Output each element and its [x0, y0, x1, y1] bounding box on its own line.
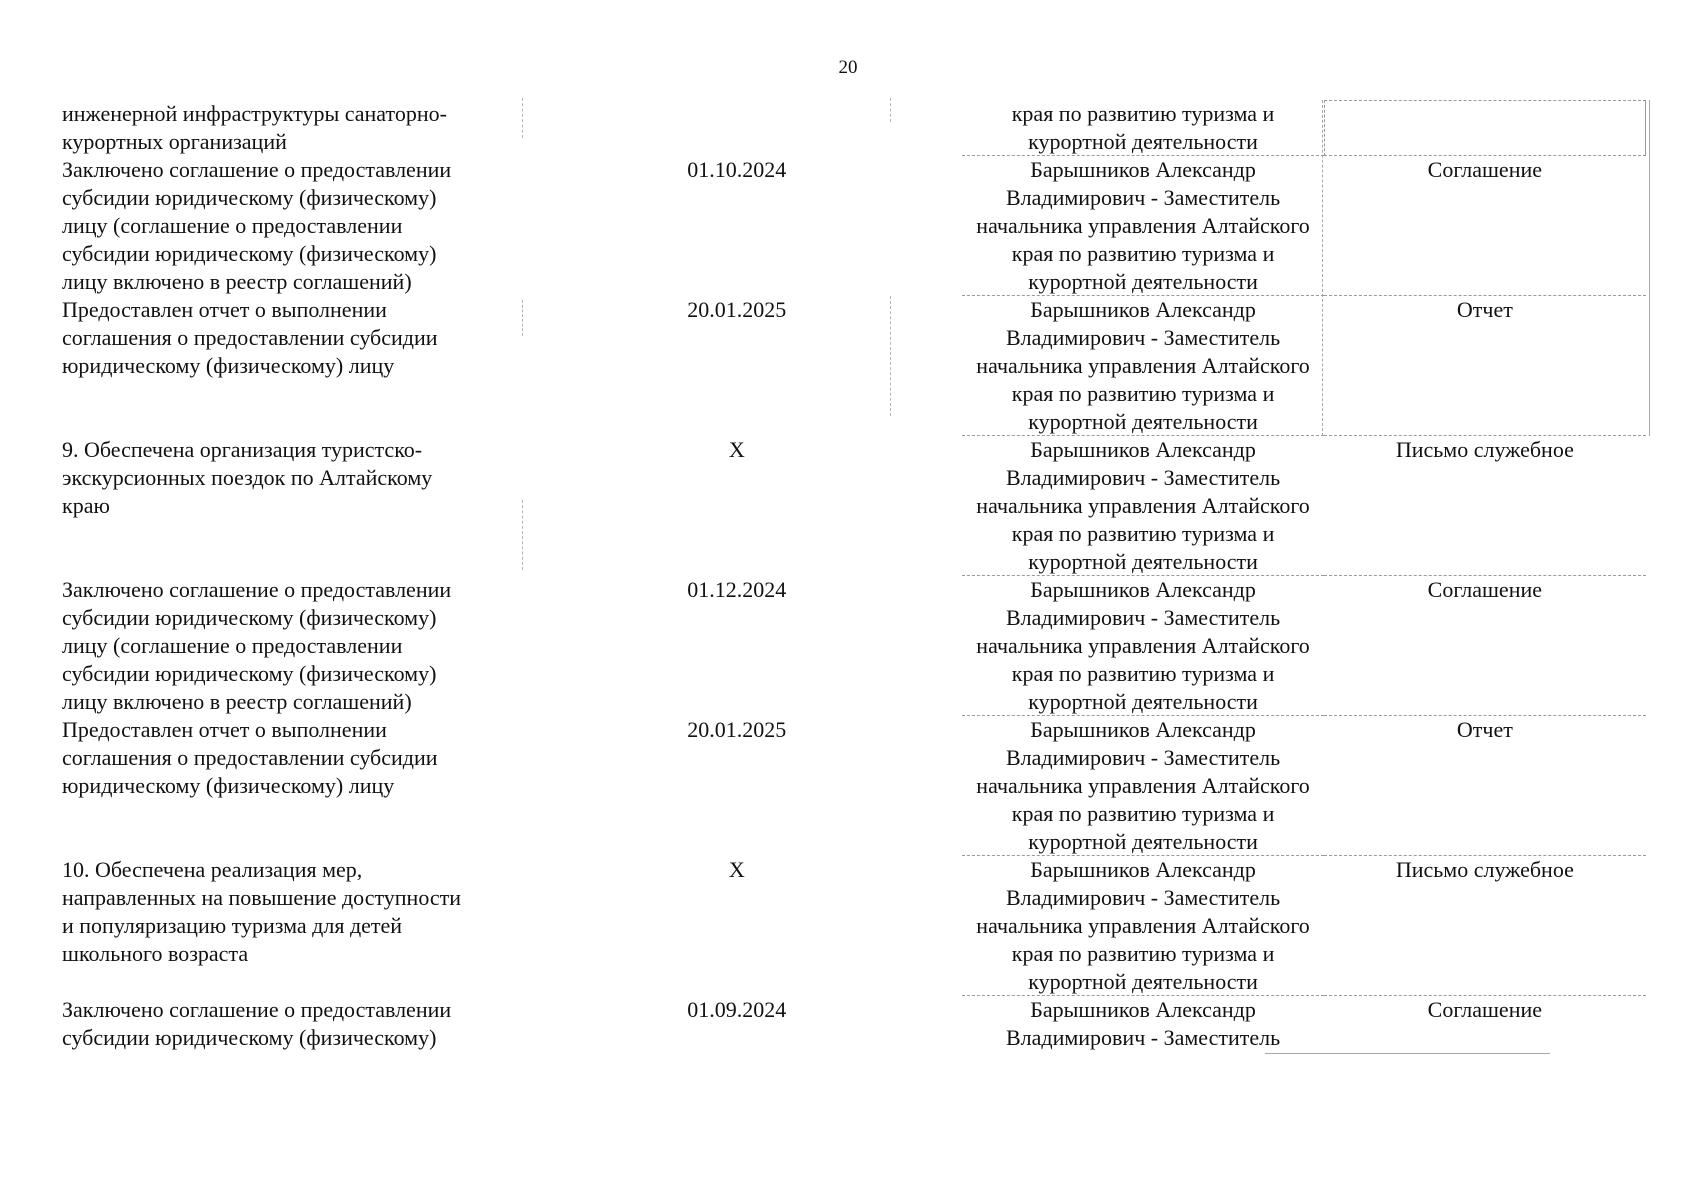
- responsible-cell: Барышников Александр Владимирович - Заместитель начальника управления Алтайского края по развитию туризма и курортной деятельности: [962, 856, 1323, 996]
- document-table: [62, 100, 1646, 1052]
- responsible-cell: Барышников Александр Владимирович - Заместитель начальника управления Алтайского края по развитию туризма и курортной деятельности: [962, 296, 1323, 436]
- date-cell: 01.10.2024: [687, 157, 787, 182]
- responsible-cell: Барышников Александр Владимирович - Заместитель начальника управления Алтайского края по развитию туризма и курортной деятельности: [962, 156, 1323, 296]
- result-cell: 9. Обеспечена организация туристско- экскурсионных поездок по Алтайскому краю: [62, 437, 433, 518]
- page-number: 20: [838, 57, 858, 78]
- table-row: [62, 156, 1646, 296]
- result-cell: Предоставлен отчет о выполнении соглашения о предоставлении субсидии юридическому (физическому) лицу: [62, 717, 438, 798]
- result-cell: Заключено соглашение о предоставлении субсидии юридическому (физическому): [62, 997, 452, 1050]
- table-row: [62, 100, 1646, 156]
- table-row: [62, 856, 1646, 996]
- responsible-cell: Барышников Александр Владимирович - Заместитель начальника управления Алтайского края по развитию туризма и курортной деятельности: [962, 716, 1323, 856]
- responsible-cell: Барышников Александр Владимирович - Заместитель начальника управления Алтайского края по развитию туризма и курортной деятельности: [962, 436, 1323, 576]
- date-cell: 01.09.2024: [687, 997, 787, 1022]
- document-type-cell: Письмо служебное: [1324, 436, 1646, 576]
- date-cell: X: [728, 437, 745, 462]
- result-cell: инженерной инфраструктуры санаторно- курортных организаций: [62, 101, 447, 154]
- date-cell: 01.12.2024: [687, 577, 787, 602]
- result-cell: Заключено соглашение о предоставлении субсидии юридическому (физическому) лицу (соглашение о предоставлении субсидии юридическому (физическому) лицу включено в реестр соглашений): [62, 157, 452, 294]
- responsible-cell: края по развитию туризма и курортной деятельности: [962, 100, 1323, 156]
- table-row: [62, 576, 1646, 716]
- result-cell: 10. Обеспечена реализация мер, направленных на повышение доступности и популяризацию туризма для детей школьного возраста: [62, 857, 462, 966]
- date-cell: X: [728, 857, 745, 882]
- date-cell: 20.01.2025: [687, 297, 787, 322]
- result-cell: Предоставлен отчет о выполнении соглашения о предоставлении субсидии юридическому (физическому) лицу: [62, 297, 438, 378]
- table-row: [62, 716, 1646, 856]
- document-type-cell: Соглашение: [1324, 576, 1646, 716]
- document-type-cell: Соглашение: [1427, 997, 1543, 1022]
- document-type-cell: Отчет: [1324, 716, 1646, 856]
- table-row: [62, 296, 1646, 436]
- table-row: [62, 996, 1646, 1052]
- cut-off-rule: [1265, 1053, 1550, 1054]
- document-type-cell: Письмо служебное: [1324, 856, 1646, 996]
- table-row: [62, 436, 1646, 576]
- date-cell: 20.01.2025: [687, 717, 787, 742]
- document-type-cell: Соглашение: [1324, 156, 1646, 296]
- document-type-cell: [1324, 100, 1646, 156]
- date-cell: [511, 100, 962, 156]
- responsible-cell: Барышников Александр Владимирович - Заместитель: [1005, 997, 1281, 1050]
- responsible-cell: Барышников Александр Владимирович - Заместитель начальника управления Алтайского края по развитию туризма и курортной деятельности: [962, 576, 1323, 716]
- document-type-cell: Отчет: [1324, 296, 1646, 436]
- result-cell: Заключено соглашение о предоставлении субсидии юридическому (физическому) лицу (соглашение о предоставлении субсидии юридическому (физическому) лицу включено в реестр соглашений): [62, 577, 452, 714]
